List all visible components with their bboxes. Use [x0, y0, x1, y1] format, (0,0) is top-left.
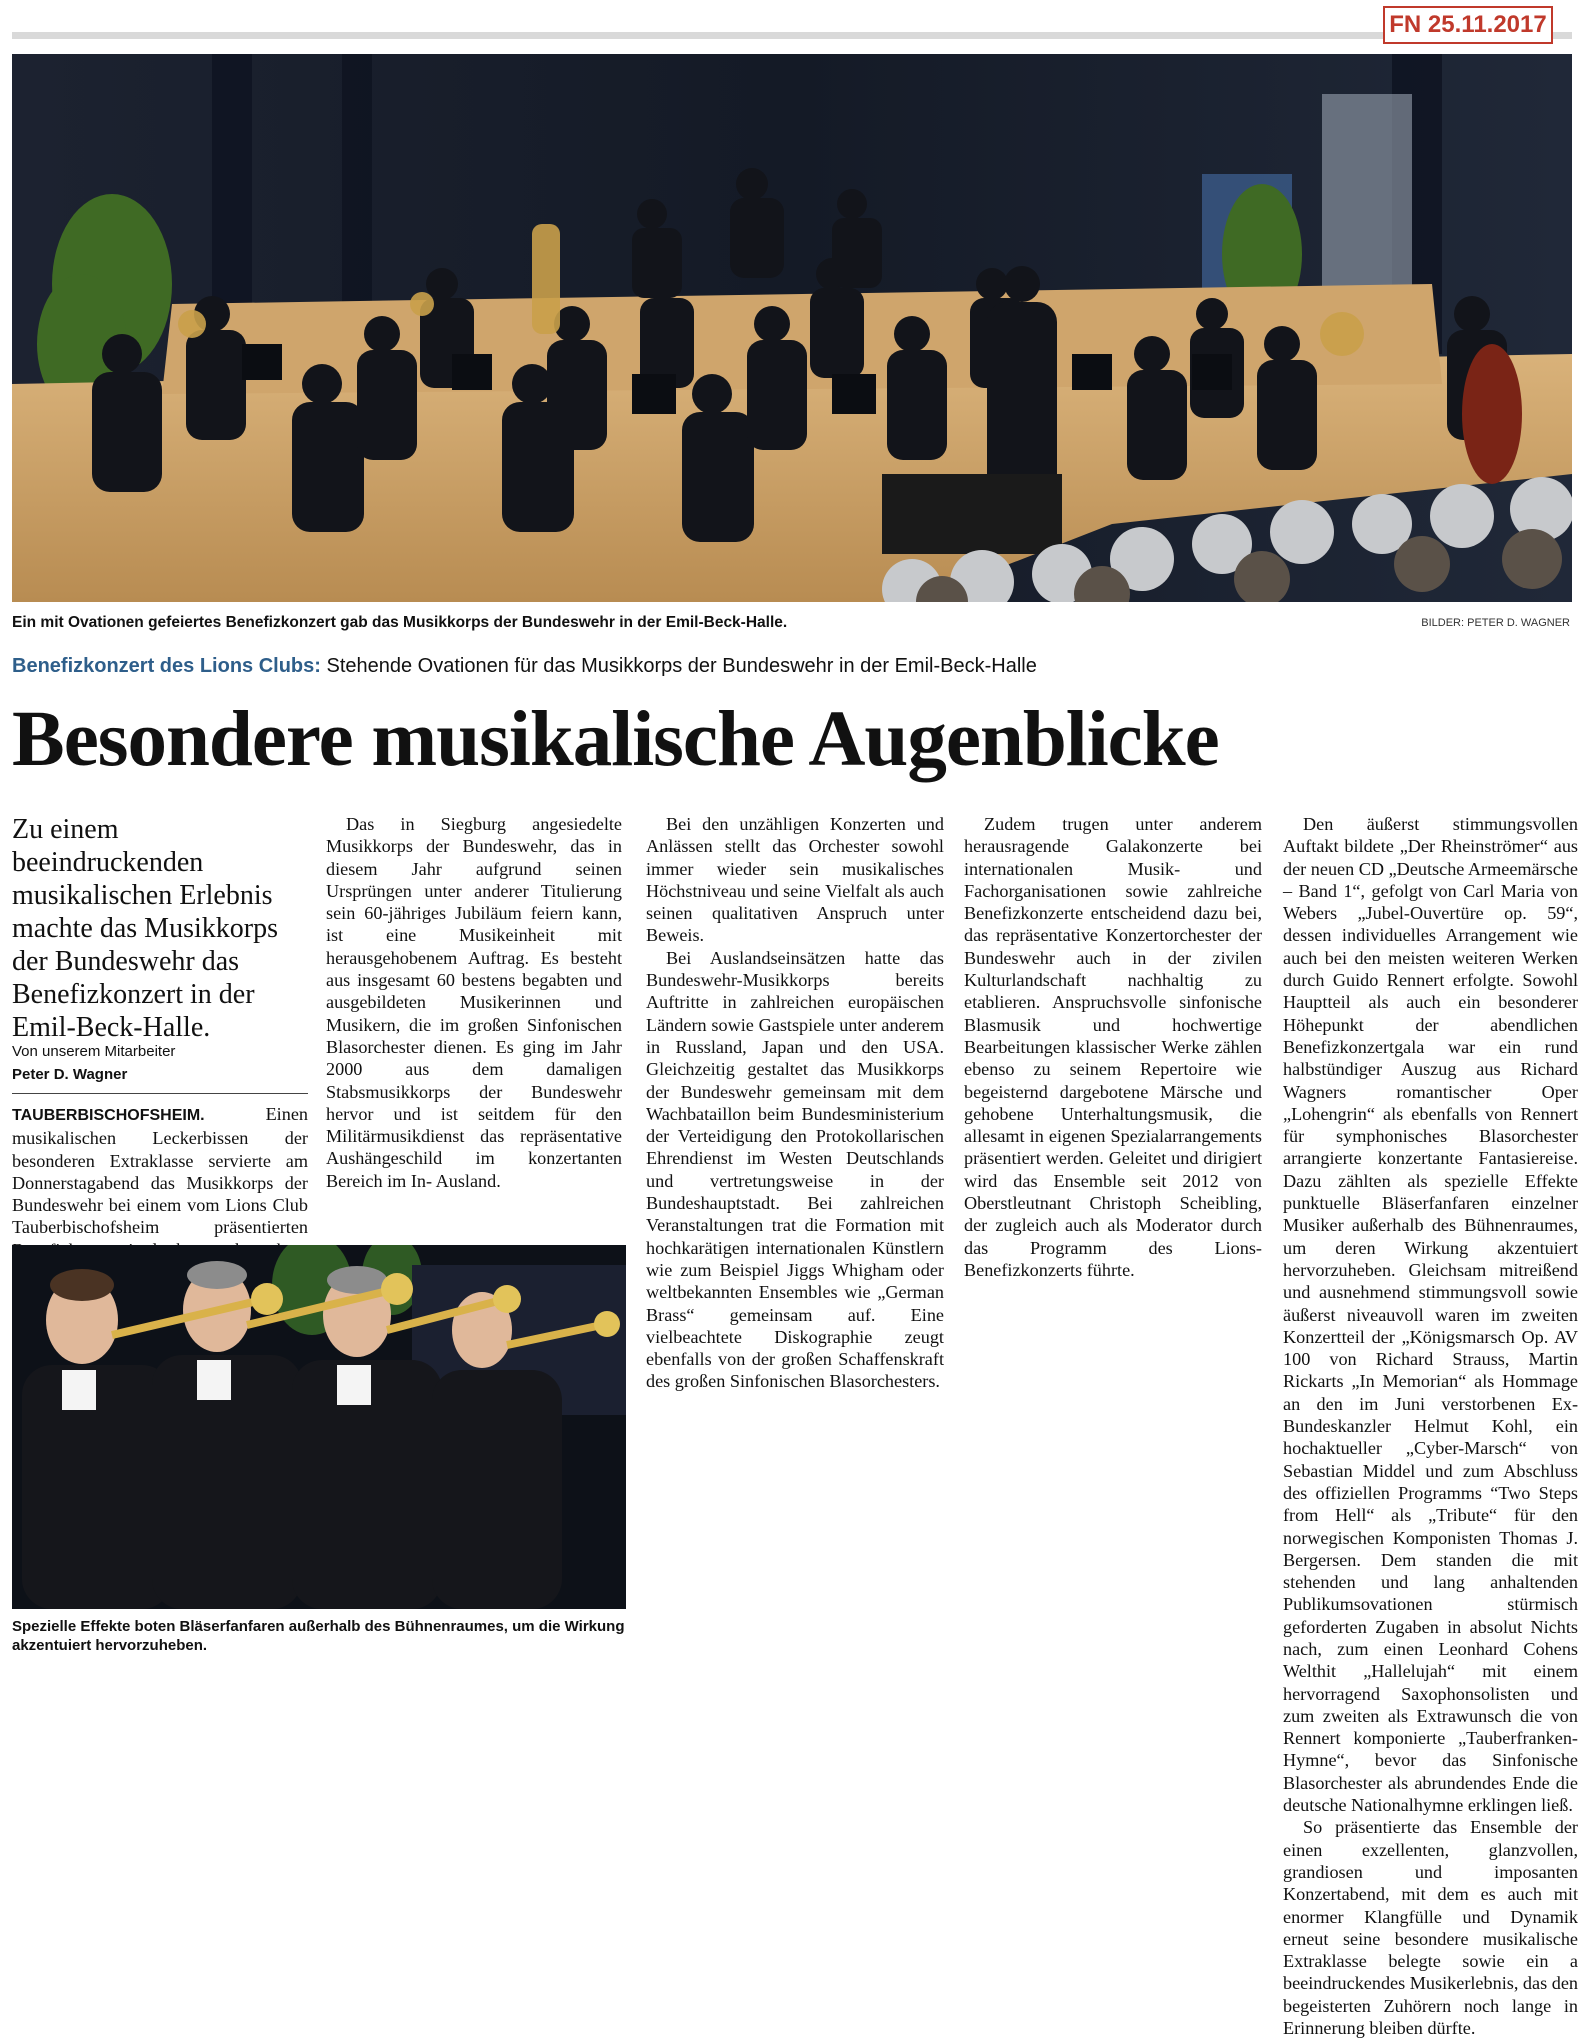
photo-caption-secondary: Spezielle Effekte boten Bläserfanfaren außerhalb des Bühnenraumes, um die Wirkung akzentuiert hervorzuheben. — [12, 1618, 625, 1654]
body-paragraph-5: Zudem trugen unter anderem herausragende Galakonzerte bei internationalen Musik- und Fachorganisationen sowie zahlreiche Benefizkonzerte entscheidend dazu bei, das repräsentative Konzertorchester der Bundeswehr auch in der zivilen Kulturlandschaft nachhaltig zu etablieren. Anspruchsvolle sinfonische Blasmusik und hochwertige Bearbeitungen klassischer Werke zählen ebenso zu seinem Repertoire wie begeisternd dargebotene Märsche und gehobene Unterhaltungsmusik, die allesamt in eigenen Spezialarrangements präsentiert werden. Geleitet und dirigiert wird das Ensemble seit 2012 von Oberstleutnant Christoph Scheibling, der zugleich auch als Moderator durch das Programm des Lions-Benefizkonzerts führte. — [964, 814, 1262, 1280]
concert-photo — [12, 54, 1572, 602]
top-rule — [12, 32, 1572, 39]
body-paragraph-6: Den äußerst stimmungsvollen Auftakt bildete „Der Rheinströmer“ aus der neuen CD „Deutsche Armeemärsche – Band 1“, gefolgt von Carl Maria von Webers „Jubel-Ouvertüre op. 59“, dessen individuelles Arrangement wie auch bei den meisten weiteren Werken durch Guido Rennert erfolgte. Sowohl Hauptteil als auch ein besonderer Höhepunkt der abendlichen Benefizkonzertgala war ein rund halbstündiger Auszug aus Richard Wagners romantischer Oper „Lohengrin“ als ebenfalls von Rennert für symphonisches Blasorchester arrangierte konzertante Fantasiereise. Dazu zählten als spezielle Effekte punktuelle Bläserfanfaren einzelner Musiker außerhalb des Bühnenraumes, um deren Wirkung akzentuiert hervorzuheben. Gleichsam mitreißend und ausnehmend stimmungsvoll sowie äußerst niveauvoll waren im zweiten Konzertteil der „Königsmarsch Op. AV 100 von Richard Strauss, Martin Rickarts „In Memorian“ als Hommage an den im Juni verstorbenen Ex-Bundeskanzler Helmut Kohl, ein hochaktueller „Cyber-Marsch“ von Sebastian Middel und zum Abschluss des offiziellen Programms “Two Steps from Hell“ als „Tribute“ für den norwegischen Komponisten Thomas J. Bergersen. Dem standen die mit stehenden und lang anhaltenden Publikumsovationen stürmisch geforderten Zugaben in absolut Nichts nach, zum einen Leonhard Cohens Welthit „Hallelujah“ mit einem hervorragend Saxophonsolisten und zum zweiten als Extrawunsch die von Rennert komponierte „Tauberfranken-Hymne“, bevor das Sinfonische Blasorchester als abrundendes Ende die deutsche Nationalhymne erklingen ließ. — [1283, 814, 1578, 1816]
kicker-label: Benefizkonzert des Lions Clubs: — [12, 655, 321, 677]
byline-prefix: Von unserem Mitarbeiter — [12, 1043, 176, 1060]
article-column-5 — [1283, 813, 1578, 2039]
fanfare-photo — [12, 1245, 626, 1609]
body-paragraph-3: Bei den unzähligen Konzerten und Anlässen stellt das Orchester sowohl immer wieder sein musikalisches Höchstniveau und seine Vielfalt als auch seinen qualitativen Anspruch unter Beweis. — [646, 814, 944, 946]
byline-author: Peter D. Wagner — [12, 1066, 128, 1083]
dateline: TAUBERBISCHOFSHEIM. — [12, 1107, 205, 1124]
headline: Besondere musikalische Augenblicke — [12, 696, 1219, 783]
article-column-3 — [646, 813, 944, 1393]
article-column-2 — [326, 813, 622, 1192]
kicker-text: Stehende Ovationen für das Musikkorps der Bundeswehr in der Emil-Beck-Halle — [320, 655, 1037, 677]
photo-caption-main: Ein mit Ovationen gefeiertes Benefizkonzert gab das Musikkorps der Bundeswehr in der Emil-Beck-Halle. — [12, 614, 788, 631]
body-paragraph-7: So präsentierte das Ensemble der einen exzellenten, glanzvollen, grandiosen und imposanten Konzertabend, mit dem es auch mit enormer Klangfülle und Dynamik erneut seine besondere musikalische Extraklasse belegte sowie ein a beeindruckendes Musikerlebnis, das den begeisterten Zuhörern noch lange in Erinnerung bleiben dürfte. — [1283, 1817, 1578, 2039]
body-paragraph-1: TAUBERBISCHOFSHEIM. Einen musikalischen Leckerbissen der besonderen Extraklasse servierte am Donnerstagabend das Musikkorps der Bundeswehr bei einem vom Lions Club Tauberbischofsheim präsentierten — [12, 1104, 308, 1238]
date-stamp: FN 25.11.2017 — [1383, 6, 1553, 44]
photo-credit: BILDER: PETER D. WAGNER — [1421, 617, 1570, 629]
article-column-4 — [964, 813, 1262, 1281]
body-paragraph-2: Das in Siegburg angesiedelte Musikkorps der Bundeswehr, das in diesem Jahr aufgrund seinen Ursprüngen unter anderer Titulierung sein 60-jähriges Jubiläum feiern kann, ist eine Musikeinheit mit herausgehobenem Auftrag. Es besteht aus insgesamt 60 bestens begabten und ausgebildeten Musikerinnen und Musikern, die im großen Sinfonischen Blasorchester dienen. Es ging im Jahr 2000 aus dem damaligen Stabsmusikkorps der Bundeswehr hervor und ist seitdem für den Militärmusikdienst das repräsentative Aushängeschild im konzertanten Bereich im In- Ausland. — [326, 814, 622, 1191]
lead-paragraph: Zu einem beeindruckenden musikalischen Erlebnis machte das Musikkorps der Bundeswehr das Benefizkonzert in der Emil-Beck-Halle. — [12, 814, 278, 1043]
body-paragraph-4: Bei Auslandseinsätzen hatte das Bundeswehr-Musikkorps bereits Auftritte in zahlreichen europäischen Ländern sowie Gastspiele unter anderem in Russland, Japan und den USA. Gleichzeitig gestaltet das Musikkorps der Bundeswehr gemeinsam mit dem Wachbataillon beim Bundesministerium der Verteidigung den Protokollarischen Ehrendienst im Westen Deutschlands und vertretungsweise in der Bundeshauptstadt. Bei zahlreichen Veranstaltungen trat die Formation mit hochkarätigen internationalen Künstlern wie zum Beispiel Jiggs Whigham oder weltbekannten Ensembles wie „German Brass“ gemeinsam auf. Eine vielbeachtete Diskographie zeugt ebenfalls von der großen Schaffenskraft des großen Sinfonischen Blasorchesters. — [646, 947, 944, 1392]
byline-rule — [12, 1093, 308, 1094]
kicker-line — [12, 655, 1037, 678]
